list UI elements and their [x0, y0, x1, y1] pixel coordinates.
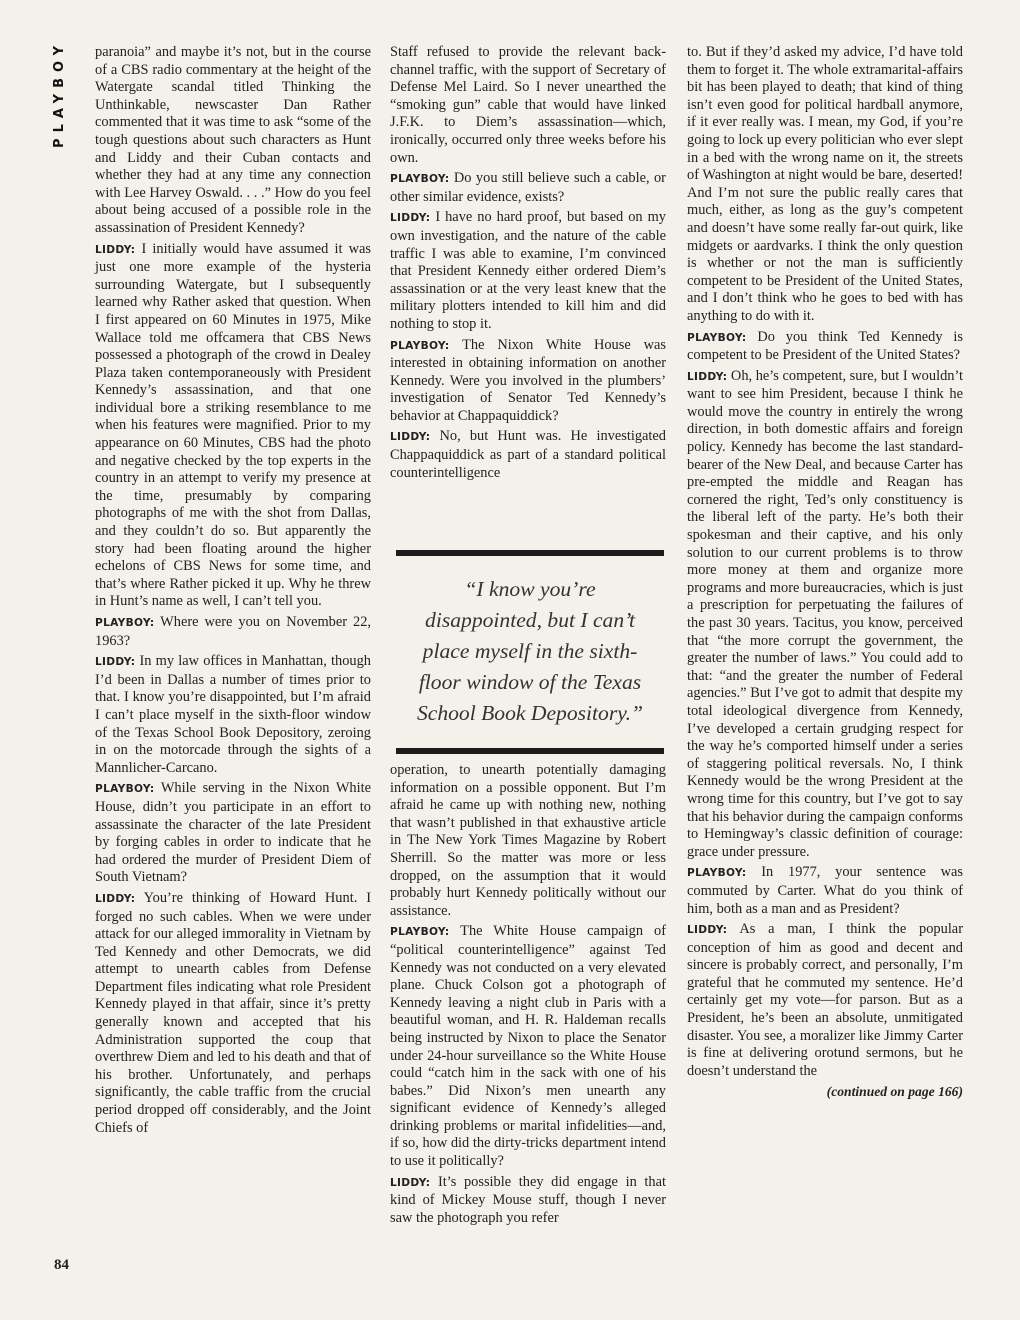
- interview-paragraph: [687, 329, 963, 365]
- interview-paragraph: [95, 890, 371, 1137]
- column-2: [390, 44, 666, 485]
- interview-paragraph: [95, 653, 371, 777]
- magazine-name: PLAYBOY: [52, 40, 67, 148]
- interview-paragraph: [390, 923, 666, 1170]
- interview-paragraph: [390, 762, 666, 920]
- speaker-label: LIDDY:: [95, 892, 136, 905]
- pull-quote: [396, 550, 664, 754]
- paragraph-text: It’s possible they did engage in that kind of Mickey Mouse stuff, though I never saw the photograph you refer: [390, 1173, 666, 1226]
- interview-paragraph: [95, 241, 371, 611]
- paragraph-text: As a man, I think the popular conception of him as good and decent and sincere is probably correct, and personally, I’m grateful that he commuted my sentence. He’d certainly get my vote—for parson. But as a President, he’s been an absolute, unmitigated disaster. You see, a moralizer like Jimmy Carter is fine at delivering orotund sermons, but he doesn’t understand the: [687, 921, 963, 1079]
- paragraph-text: Do you think Ted Kennedy is competent to be President of the United States?: [687, 328, 963, 364]
- paragraph-text: I initially would have assumed it was just one more example of the hysteria surrounding Watergate, but I subsequently learned why Rather asked that question. When I first appeared on 60 Minutes in 1975, Mike Wallace told me offcamera that CBS News possessed a photograph of the crowd in Dealey Plaza taken contemporaneously with President Kennedy’s assassination, and that one individual bore a striking resemblance to me when his features were magnified. Prior to my appearance on 60 Minutes, CBS had the photo and negative checked by the top experts in the country in an attempt to verify my presence at the time, presumably by comparing photographs of me with the shot from Dallas, and they couldn’t do so. But apparently the story had been floating around the higher echelons of CBS News for some time, and that’s where Rather picked it up. Why he threw in Hunt’s name as well, I can’t tell you.: [95, 240, 371, 610]
- interview-paragraph: [95, 614, 371, 650]
- interview-paragraph: [390, 44, 666, 167]
- paragraph-text: The White House campaign of “political counterintelligence” against Ted Kennedy was not conducted on a very elevated plane. Chuck Colson got a photograph of Kennedy leaving a night club in Paris with a beautiful woman, and H. R. Haldeman recalls being instructed by Nixon to place the Senator under 24-hour surveillance so the White House could “catch him in the sack with one of his babes.” Did Nixon’s men unearth any significant evidence of Kennedy’s alleged drinking problems or marital infidelities—and, if so, how did the dirty-tricks department intend to use it politically?: [390, 923, 666, 1170]
- paragraph-text: I have no hard proof, but based on my own investigation, and the nature of the cable traffic I was able to examine, I’m convinced that President Kennedy either ordered Diem’s assassination or at the very least knew that the military plotters intended to kill him and did nothing to stop it.: [390, 209, 666, 332]
- interview-paragraph: [390, 428, 666, 482]
- column-1: [95, 44, 371, 1140]
- speaker-label: PLAYBOY:: [95, 783, 155, 796]
- speaker-label: PLAYBOY:: [390, 926, 450, 939]
- column-3: [687, 44, 963, 1104]
- speaker-label: LIDDY:: [390, 1176, 431, 1189]
- paragraph-text: Oh, he’s competent, sure, but I wouldn’t want to see him President, because I think he would move the country in entirely the wrong direction, in both domestic affairs and foreign policy. Kennedy has become the last standard-bearer of the New Deal, and because Carter has pre-empted the middle and Reagan has cornered the right, Ted’s only constituency is the liberal left of the party. He’s both their spokesman and their captive, and his only solution to our current problems is to throw more money at them and organize more programs and more bureaucracies, which is just a prescription for perpetuating the failures of the past 30 years. Tacitus, you know, perceived that “the more corrupt the government, the greater the number of laws.” You could add to that: “and the greater the number of Federal agencies.” But I’ve got to admit that despite my total ideological divergence from Kennedy, I’ve developed a certain grudging respect for the way he’s comported himself under a series of staggering political reversals. No, I think Kennedy would be the wrong President at the wrong time for this country, but I’ve got to say that his behavior during the campaign conforms to Hemingway’s classic definition of courage: grace under pressure.: [687, 367, 963, 860]
- speaker-label: PLAYBOY:: [687, 331, 747, 344]
- paragraph-text: While serving in the Nixon White House, didn’t you participate in an effort to assassinate the character of the late President by forging cables in order to indicate that he had ordered the murder of President Diem of South Vietnam?: [95, 780, 371, 886]
- paragraph-text: In 1977, your sentence was commuted by Carter. What do you think of him, both as a man and as President?: [687, 864, 963, 917]
- paragraph-text: You’re thinking of Howard Hunt. I forged no such cables. When we were under attack for our alleged immorality in Vietnam by Ted Kennedy and other Democrats, we did attempt to unearth cables from Defense Department files indicating what role President Kennedy played in that affair, since it’s pretty generally known and accepted that his Administration supported the coup that overthrew Diem and led to his death and that of his brother. Unfortunately, and perhaps significantly, the cable traffic from the crucial period dropped off considerably, and the Joint Chiefs of: [95, 889, 371, 1136]
- interview-paragraph: [687, 864, 963, 918]
- interview-paragraph: [687, 44, 963, 326]
- paragraph-text: to. But if they’d asked my advice, I’d have told them to forget it. The whole extramarital-affairs bit has been played to death; that kind of thing isn’t even good for political hardball anymore, if it ever really was. I mean, my God, if you’re going to lock up every politician who ever slept in a bed with the wrong name on it, the streets of Washington at night would be bare, deserted! And I’m not sure the public really cares that much, either, as long as the guy’s competent and doesn’t have some really far-out quirk, like midgets or aardvarks. I think the only question is whether or not the man is sufficiently competent to be President of the United States, and I don’t think who he goes to bed with has anything to do with it.: [687, 44, 963, 324]
- interview-paragraph: [390, 170, 666, 206]
- speaker-label: PLAYBOY:: [687, 867, 747, 880]
- interview-paragraph: [95, 780, 371, 887]
- speaker-label: LIDDY:: [95, 243, 136, 256]
- interview-paragraph: [687, 921, 963, 1080]
- interview-paragraph: [687, 368, 963, 862]
- page-number: 84: [54, 1257, 69, 1273]
- speaker-label: LIDDY:: [687, 370, 728, 383]
- pull-quote-text: “I know you’re disappointed, but I can’t place myself in the sixth-floor window of the Texas School Book Depository.”: [416, 577, 644, 725]
- interview-paragraph: [390, 337, 666, 426]
- paragraph-text: Where were you on November 22, 1963?: [95, 614, 371, 649]
- paragraph-text: Do you still believe such a cable, or other similar evidence, exists?: [390, 170, 666, 205]
- speaker-label: PLAYBOY:: [390, 173, 450, 186]
- paragraph-text: paranoia” and maybe it’s not, but in the course of a CBS radio commentary at the height of the Watergate scandal titled Thinking the Unthinkable, newscaster Dan Rather commented that it was time to ask “some of the tough questions about such characters as Hunt and Liddy and their Cuban contacts and whether they had at any time any connection with Lee Harvey Oswald. . . .” How do you feel about being accused of a possible role in the assassination of President Kennedy?: [95, 44, 371, 236]
- paragraph-text: operation, to unearth potentially damaging information on a possible opponent. But I’m afraid he came up with nothing new, nothing that wasn’t published in that exhaustive article in The New York Times Magazine by Robert Sherrill. So the matter was more or less dropped, on the assumption that it would probably hurt Kennedy politically without our assistance.: [390, 762, 666, 919]
- speaker-label: LIDDY:: [95, 656, 136, 669]
- speaker-label: PLAYBOY:: [95, 617, 155, 629]
- speaker-label: LIDDY:: [390, 212, 431, 225]
- interview-paragraph: [95, 44, 371, 238]
- paragraph-text: Staff refused to provide the relevant back-channel traffic, with the support of Secretary of Defense Mel Laird. So I never unearthed the “smoking gun” cable that would have linked J.F.K. to Diem’s assassination—which, ironically, occurred only three weeks before his own.: [390, 44, 666, 166]
- paragraph-text: In my law offices in Manhattan, though I’d been in Dallas a number of times prior to that. I know you’re disappointed, but I’m afraid I can’t place myself in the sixth-floor window of the Texas School Book Depository, zeroing in on the motorcade through the sights of a Mannlicher-Carcano.: [95, 653, 371, 776]
- speaker-label: PLAYBOY:: [390, 339, 450, 352]
- column-2-continued: [390, 762, 666, 1230]
- speaker-label: LIDDY:: [687, 924, 728, 937]
- continued-note: (continued on page 166): [826, 1084, 963, 1100]
- paragraph-text: The Nixon White House was interested in obtaining information on another Kennedy. Were you involved in the plumbers’ investigation of Senator Ted Kennedy’s behavior at Chappaquiddick?: [390, 336, 666, 424]
- speaker-label: LIDDY:: [390, 431, 431, 444]
- interview-paragraph: [390, 209, 666, 333]
- paragraph-text: No, but Hunt was. He investigated Chappaquiddick as part of a standard political counterintelligence: [390, 428, 666, 481]
- interview-paragraph: [390, 1174, 666, 1228]
